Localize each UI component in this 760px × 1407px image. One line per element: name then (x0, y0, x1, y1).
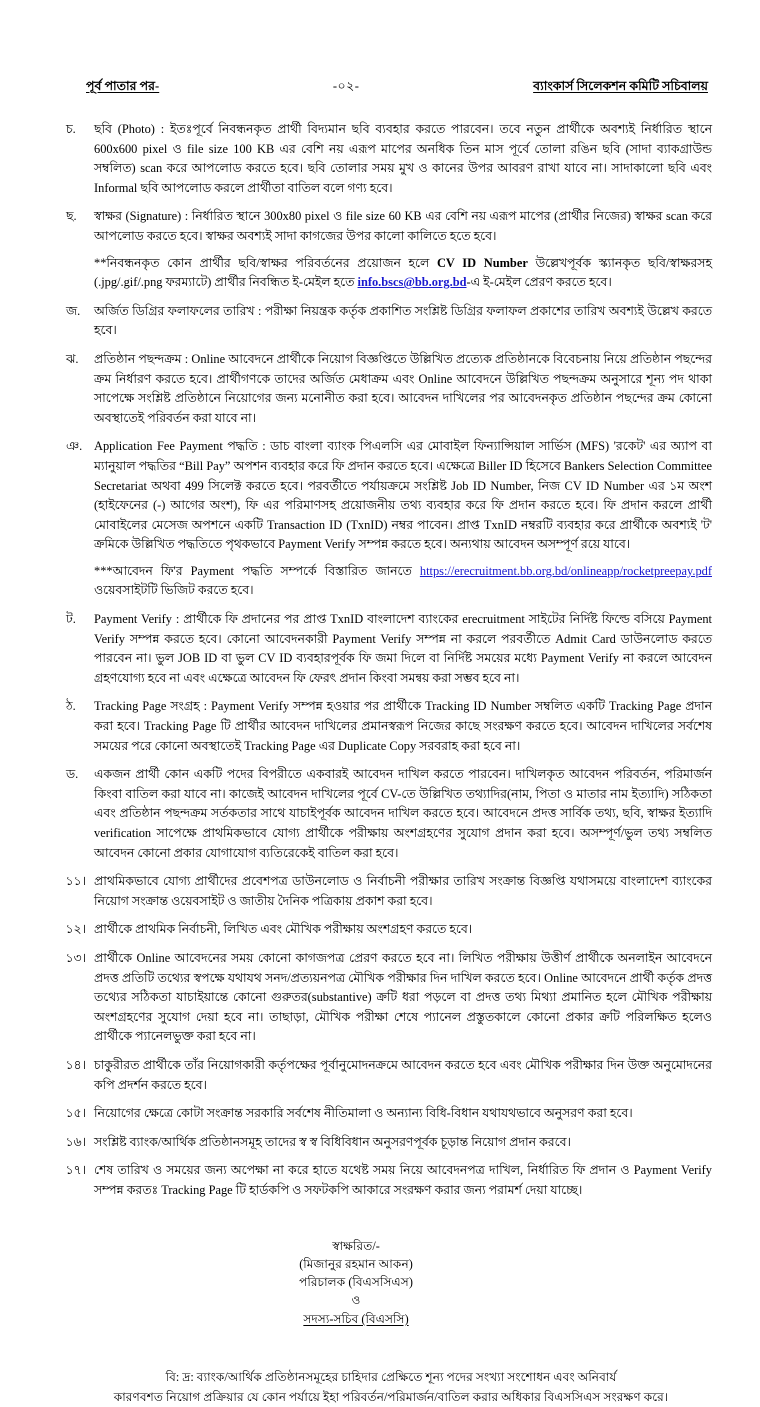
footer-note (60, 1368, 712, 1407)
paragraph: শেষ তারিখ ও সময়ের জন্য অপেক্ষা না করে হাতে যথেষ্ট সময় নিয়ে আবেদনপত্র দাখিল, নির্ধারিত ফি প্রদান ও Payment Verify সম্পন্ন করতঃ Tracking Page টি হার্ডকপি ও সফটকপি আকারে সংরক্ষণ করার জন্য পরামর্শ দেয়া যাচ্ছে। (94, 1161, 712, 1200)
list-marker: ১৫। (60, 1104, 94, 1124)
list-marker: ঝ. (60, 350, 94, 370)
list-marker: ট. (60, 610, 94, 630)
list-marker: ১৪। (60, 1056, 94, 1076)
list-item-body (94, 765, 712, 863)
paragraph: প্রাথমিকভাবে যোগ্য প্রার্থীদের প্রবেশপত্র ডাউনলোড ও নির্বাচনী পরীক্ষার তারিখ সংক্রান্ত বিজ্ঞপ্তি যথাসময়ে বাংলাদেশ ব্যাংকের নিয়োগ সংক্রান্ত ওয়েবসাইট ও জাতীয় দৈনিক পত্রিকায় প্রকাশ করা হবে। (94, 872, 712, 911)
list-item (60, 437, 712, 601)
footer-note-line-2: কারণবশত নিয়োগ প্রক্রিয়ার যে কোন পর্যায়ে ইহা পরিবর্তন/পরিমার্জন/বাতিল করার অধিকার বিএসসিএস সংরক্ষণ করে। (110, 1388, 672, 1407)
list-item-body (94, 302, 712, 341)
list-item-body (94, 350, 712, 428)
rocket-prepay-pdf-link[interactable]: https://erecruitment.bb.org.bd/onlineapp/rocketpreepay.pdf (420, 564, 712, 578)
list-item (60, 697, 712, 756)
signatory-name: (মিজানুর রহমান আকন) (299, 1255, 413, 1273)
list-item (60, 302, 712, 341)
header-office-name: ব্যাংকার্স সিলেকশন কমিটি সচিবালয় (533, 78, 708, 98)
list-marker: ১১। (60, 872, 94, 892)
note-mid: উল্লেখপূর্বক স্ক্যানকৃত ছবি/স্বাক্ষরসহ (.jpg/.gif/.png ফরম্যাটে) প্রার্থীর নিবন্ধিত ই-মেইল হতে (94, 256, 712, 290)
list-item-body (94, 920, 712, 940)
list-marker: জ. (60, 302, 94, 322)
paragraph: Payment Verify : প্রার্থীকে ফি প্রদানের পর প্রাপ্ত TxnID বাংলাদেশ ব্যাংকের erecruitment সাইটের নির্দিষ্ট ফিল্ডে বসিয়ে Payment Verify সম্পন্ন করতে হবে। কোনো আবেদনকারী Payment Verify সম্পন্ন না করলে পরবর্তীতে Admit Card ডাউনলোড করতে পারবেন না। ভুল JOB ID বা ভুল CV ID ব্যবহারপূর্বক ফি জমা দিলে বা নির্দিষ্ট সময়ের মধ্যে Payment Verify না করলে আবেদন গ্রহণযোগ্য হবে না এবং এক্ষেত্রে আবেদন ফি ফেরৎ প্রদান কিংবা সমন্বয় করা সম্ভব হবে না। (94, 610, 712, 688)
list-item (60, 1104, 712, 1124)
list-marker: ১৬। (60, 1133, 94, 1153)
list-item (60, 207, 712, 292)
list-item-body (94, 697, 712, 756)
list-item-body (94, 207, 712, 292)
paragraph: Application Fee Payment পদ্ধতি : ডাচ বাংলা ব্যাংক পিএলসি এর মোবাইল ফিন্যান্সিয়াল সার্ভিস (MFS) 'রকেট' এর অ্যাপ বা ম্যানুয়াল পদ্ধতির “Bill Pay” অপশন ব্যবহার করে ফি প্রদান করতে হবে। এক্ষেত্রে Biller ID হিসেবে Bankers Selection Committee Secretariat অথবা 499 সিলেক্ট করতে হবে। পরবর্তীতে পর্যায়ক্রমে সংশ্লিষ্ট Job ID Number, নিজ CV ID Number এর ১ম অংশ (হাইফেনের (-) আগের অংশ), ফি এর পরিমাণসহ প্রয়োজনীয় তথ্য ব্যবহার করে ফি প্রদান করতে হবে। ফি প্রদান করলে প্রার্থী মোবাইলের মেসেজ অপশনে একটি Transaction ID (TxnID) নম্বর পাবেন। প্রাপ্ত TxnID নম্বরটি ব্যবহার করে প্রার্থীকে অবশ্যই 'ট' ক্রমিকে উল্লিখিত পদ্ধতিতে পৃথকভাবে Payment Verify সম্পন্ন করতে হবে। অন্যথায় আবেদন অসম্পূর্ণ রয়ে যাবে। (94, 437, 712, 555)
note-prefix: ***আবেদন ফি'র Payment পদ্ধতি সম্পর্কে বিস্তারিত জানতে (94, 564, 420, 578)
list-item (60, 350, 712, 428)
signatory-secondary-designation: সদস্য-সচিব (বিএসসি) (299, 1310, 413, 1328)
list-item-body (94, 872, 712, 911)
list-item (60, 1133, 712, 1153)
note-suffix: ওয়েবসাইটটি ভিজিট করতে হবে। (94, 583, 254, 597)
list-item (60, 872, 712, 911)
paragraph: Tracking Page সংগ্রহ : Payment Verify সম্পন্ন হওয়ার পর প্রার্থীকে Tracking ID Number সম্বলিত একটি Tracking Page প্রদান করা হবে। Tracking Page টি প্রার্থীর আবেদন দাখিলের প্রমানস্বরূপ নিজের কাছে সংরক্ষণ করতে হবে। আবেদন দাখিলের সর্বশেষ সময়ের পরে কোনো অবস্থাতেই Tracking Page এর Duplicate Copy সরবরাহ করা হবে না। (94, 697, 712, 756)
list-item-body (94, 610, 712, 688)
footer-note-line-1: বি: দ্র: ব্যাংক/আর্থিক প্রতিষ্ঠানসমূহের চাহিদার প্রেক্ষিতে শূন্য পদের সংখ্যা সংশোধন এবং অনিবার্য (110, 1368, 672, 1388)
payment-info-note (94, 562, 712, 601)
list-marker: চ. (60, 120, 94, 140)
signed-label: স্বাক্ষরিত/- (299, 1237, 413, 1255)
list-item-body (94, 120, 712, 198)
note-suffix: -এ ই-মেইল প্রেরণ করতে হবে। (467, 275, 612, 289)
header-continuation-label: পূর্ব পাতার পর- (86, 78, 159, 98)
list-item (60, 1056, 712, 1095)
list-item (60, 765, 712, 863)
list-item (60, 920, 712, 940)
paragraph: চাকুরীরত প্রার্থীকে তাঁর নিয়োগকারী কর্তৃপক্ষের পূর্বানুমোদনক্রমে আবেদন করতে হবে এবং মৌখিক পরীক্ষার দিন উক্ত অনুমোদনের কপি প্রদর্শন করতে হবে। (94, 1056, 712, 1095)
list-marker: ১২। (60, 920, 94, 940)
paragraph: প্রার্থীকে Online আবেদনের সময় কোনো কাগজপত্র প্রেরণ করতে হবে না। লিখিত পরীক্ষায় উত্তীর্ণ প্রার্থীকে অনলাইন আবেদনে প্রদত্ত প্রতিটি তথ্যের স্বপক্ষে যথাযথ সনদ/প্রত্যয়নপত্র মৌখিক পরীক্ষার দিন দাখিল করতে হবে। Online আবেদনে প্রার্থী কর্তৃক প্রদত্ত তথ্যের সঠিকতা যাচাইয়ান্তে কোনো গুরুতর(substantive) ক্রটি ধরা পড়লে বা প্রদত্ত তথ্য মিথ্যা প্রমানিত হলে মৌখিক পরীক্ষায় অংশগ্রহণের সুযোগ দেয়া হবে না। তাছাড়া, মৌখিক পরীক্ষা শেষে প্যানেল প্রস্তুতকালে কোনো প্রকার ক্রটি পরিলক্ষিত হলেও প্রার্থীকে প্যানেলভুক্ত করা হবে না। (94, 949, 712, 1047)
list-marker: ১৭। (60, 1161, 94, 1181)
list-item-body (94, 1104, 712, 1124)
paragraph: প্রার্থীকে প্রাথমিক নির্বাচনী, লিখিত এবং মৌখিক পরীক্ষায় অংশগ্রহণ করতে হবে। (94, 920, 712, 940)
list-marker: ঠ. (60, 697, 94, 717)
list-item-body (94, 949, 712, 1047)
list-item (60, 1161, 712, 1200)
list-item-body (94, 437, 712, 601)
page-header (60, 78, 712, 98)
list-item-body (94, 1056, 712, 1095)
note-prefix: **নিবন্ধনকৃত কোন প্রার্থীর ছবি/স্বাক্ষর পরিবর্তনের প্রয়োজন হলে (94, 256, 437, 270)
list-marker: ঞ. (60, 437, 94, 457)
paragraph: স্বাক্ষর (Signature) : নির্ধারিত স্থানে 300x80 pixel ও file size 60 KB এর বেশি নয় এরূপ মাপের (প্রার্থীর নিজের) স্বাক্ষর scan করে আপলোড করতে হবে। স্বাক্ষর অবশ্যই সাদা কাগজের উপর কালো কালিতে হতে হবে। (94, 207, 712, 246)
paragraph: প্রতিষ্ঠান পছন্দক্রম : Online আবেদনে প্রার্থীকে নিয়োগ বিজ্ঞপ্তিতে উল্লিখিত প্রত্যেক প্রতিষ্ঠানকে বিবেচনায় নিয়ে প্রতিষ্ঠান পছন্দের ক্রম নির্ধারণ করতে হবে। প্রার্থীগণকে তাদের অর্জিত মেধাক্রম এবং Online আবেদনে উল্লিখিত পছন্দক্রম অনুসারে শূন্য পদ থাকা সাপেক্ষে সংশ্লিষ্ট প্রতিষ্ঠানে নিয়োগের জন্য মনোনীত করা হবে। আবেদন দাখিলের পর আবেদনকৃত প্রতিষ্ঠান পছন্দের ক্রম কোনো অবস্থাতেই পরিবর্তন করা যাবে না। (94, 350, 712, 428)
list-marker: ছ. (60, 207, 94, 227)
cv-id-number-label: CV ID Number (437, 256, 528, 270)
paragraph: সংশ্লিষ্ট ব্যাংক/আর্থিক প্রতিষ্ঠানসমূহ তাদের স্ব স্ব বিধিবিধান অনুসরণপূর্বক চূড়ান্ত নিয়োগ প্রদান করবে। (94, 1133, 712, 1153)
paragraph: ছবি (Photo) : ইতঃপূর্বে নিবন্ধনকৃত প্রার্থী বিদ্যমান ছবি ব্যবহার করতে পারবেন। তবে নতুন প্রার্থীকে অবশ্যই নির্ধারিত স্থানে 600x600 pixel ও file size 100 KB এর বেশি নয় এরূপ মাপের অনধিক তিন মাস পূর্বে তোলা রঙিন ছবি (সাদা ব্যাকগ্রাউন্ড সম্বলিত) scan করে আপলোড করতে হবে। ছবি তোলার সময় মুখ ও কানের উপর আবরণ রাখা যাবে না। সাদাকালো ছবি এবং Informal ছবি আপলোড করলে প্রার্থীতা বাতিল বলে গণ্য হবে। (94, 120, 712, 198)
list-item-body (94, 1133, 712, 1153)
signature-change-note (94, 254, 712, 293)
signatory-designation: পরিচালক (বিএসসিএস) (299, 1273, 413, 1291)
page-number: -০২- (333, 78, 360, 98)
signature-lines (299, 1237, 413, 1328)
list-marker: ড. (60, 765, 94, 785)
signatory-conjunction: ও (299, 1291, 413, 1309)
list-item (60, 120, 712, 198)
list-marker: ১৩। (60, 949, 94, 969)
signature-block (60, 1237, 712, 1328)
paragraph: একজন প্রার্থী কোন একটি পদের বিপরীতে একবারই আবেদন দাখিল করতে পারবেন। দাখিলকৃত আবেদন পরিবর্তন, পরিমার্জন কিংবা বাতিল করা যাবে না। কাজেই আবেদন দাখিলের পূর্বে CV-তে উল্লিখিত তথ্যাদির(নাম, পিতা ও মাতার নাম ইত্যাদি) সঠিকতা এবং প্রতিষ্ঠান পছন্দক্রম সর্তকতার সাথে যাচাইপূর্বক আবেদন দাখিল করতে হবে। আবেদনে প্রদত্ত সার্বিক তথ্য, ছবি, স্বাক্ষর ইত্যাদি verification সাপেক্ষে প্রাথমিকভাবে যোগ্য প্রার্থীকে পরীক্ষায় অংশগ্রহণের সুযোগ প্রদান করা হবে। অসম্পূর্ণ/ভুল তথ্য সম্বলিত আবেদন কোনো প্রকার যোগাযোগ ব্যতিরেকেই বাতিল করা হবে। (94, 765, 712, 863)
list-item-body (94, 1161, 712, 1200)
list-item (60, 949, 712, 1047)
support-email-link[interactable]: info.bscs@bb.org.bd (358, 275, 467, 289)
paragraph: নিয়োগের ক্ষেত্রে কোটা সংক্রান্ত সরকারি সর্বশেষ নীতিমালা ও অন্যান্য বিধি-বিধান যথাযথভাবে অনুসরণ করা হবে। (94, 1104, 712, 1124)
paragraph: অর্জিত ডিগ্রির ফলাফলের তারিখ : পরীক্ষা নিয়ন্ত্রক কর্তৃক প্রকাশিত সংশ্লিষ্ট ডিগ্রির ফলাফল প্রকাশের তারিখ অবশ্যই উল্লেখ করতে হবে। (94, 302, 712, 341)
list-item (60, 610, 712, 688)
